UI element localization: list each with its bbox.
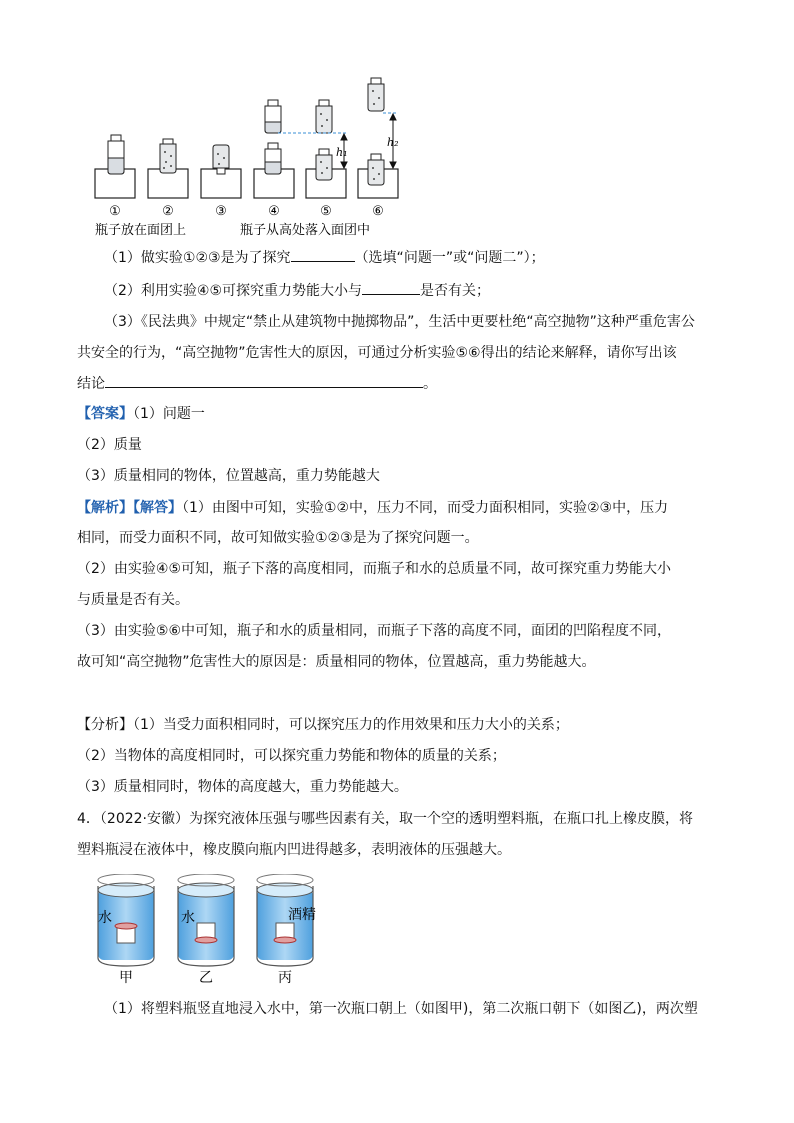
answer-line3: （3）质量相同的物体，位置越高，重力势能越大: [77, 468, 380, 484]
bottle-3: [213, 145, 229, 174]
analysis-line2: 相同，而受力面积不同，故可知做实验①②③是为了探究问题一。: [77, 530, 479, 546]
bottle-2: [160, 139, 176, 173]
q2-line: （2）利用实验④⑤可探究重力势能大小与 是否有关；: [104, 280, 490, 301]
analysis-tag: 【解析】【解答】: [77, 500, 182, 516]
answer-line1: 【答案】（1）问题一: [77, 406, 205, 422]
analysis-line6: 故可知“高空抛物”危害性大的原因是：质量相同的物体，位置越高，重力势能越大。: [77, 654, 596, 670]
label-2: ②: [162, 204, 174, 219]
q4-line2: 塑料瓶浸在液体中，橡皮膜向瓶内凹进得越多，表明液体的压强越大。: [77, 842, 511, 858]
name-yi: 乙: [199, 970, 213, 986]
q1-line: （1）做实验①②③是为了探究 （选填“问题一”或“问题二”）；: [104, 247, 545, 268]
analysis-line4: 与质量是否有关。: [77, 592, 189, 608]
name-bing: 丙: [278, 970, 292, 986]
beaker-figure: [92, 874, 342, 986]
bottle-dough-figure: [90, 76, 420, 240]
q3-blank[interactable]: [105, 373, 423, 388]
label-6: ⑥: [372, 204, 384, 219]
analysis-line1: 【解析】【解答】（1）由图中可知，实验①②中，压力不同，而受力面积相同，实验②③中，压力: [77, 500, 669, 516]
liquid-label-jia: 水: [98, 910, 112, 926]
label-1: ①: [109, 204, 121, 219]
fenxi-line1: 【分析】（1）当受力面积相同时，可以探究压力的作用效果和压力大小的关系；: [77, 717, 569, 733]
bottle-4: [265, 100, 281, 174]
answer-tag: 【答案】: [77, 406, 133, 422]
bottle-6: [368, 78, 384, 185]
caption-right: 瓶子从高处落入面团中: [240, 223, 371, 238]
q3-line2: 共安全的行为，“高空抛物”危害性大的原因，可通过分析实验⑤⑥得出的结论来解释，请你写出该: [77, 345, 677, 361]
fenxi-line2: （2）当物体的高度相同时，可以探究重力势能和物体的质量的关系；: [77, 748, 506, 764]
analysis-line5: （3）由实验⑤⑥中可知，瓶子和水的质量相同，而瓶子下落的高度不同，面团的凹陷程度不同，: [77, 623, 672, 639]
liquid-label-yi: 水: [181, 910, 195, 926]
name-jia: 甲: [119, 970, 133, 986]
q4-sub1-line: （1）将塑料瓶竖直地浸入水中，第一次瓶口朝上（如图甲)，第二次瓶口朝下（如图乙)，两次塑: [104, 1001, 698, 1017]
q1-blank[interactable]: [291, 247, 355, 262]
q3-line1: （3）《民法典》中规定“禁止从建筑物中抛掷物品”，生活中更要杜绝“高空抛物”这种严重危害公: [104, 314, 695, 330]
q2-blank[interactable]: [362, 280, 420, 295]
q4-line1: 4．（2022·安徽）为探究液体压强与哪些因素有关，取一个空的透明塑料瓶，在瓶口扎上橡皮膜，将: [77, 811, 693, 827]
label-5: ⑤: [320, 204, 332, 219]
bottle-5: [316, 100, 332, 180]
fenxi-tag: 【分析】: [77, 717, 133, 733]
fenxi-line3: （3）质量相同时，物体的高度越大，重力势能越大。: [77, 779, 408, 795]
bottle-1: [108, 135, 124, 174]
answer-line2: （2）质量: [77, 437, 142, 453]
h1-label: h₁: [336, 146, 348, 159]
label-3: ③: [215, 204, 227, 219]
liquid-label-bing: 酒精: [288, 907, 316, 923]
q3-line3: 结论 。: [77, 373, 437, 394]
h2-label: h₂: [387, 136, 399, 149]
label-4: ④: [268, 204, 280, 219]
caption-left: 瓶子放在面团上: [95, 223, 187, 238]
analysis-line3: （2）由实验④⑤可知，瓶子下落的高度相同，而瓶子和水的总质量不同，故可探究重力势能大小: [77, 561, 672, 577]
